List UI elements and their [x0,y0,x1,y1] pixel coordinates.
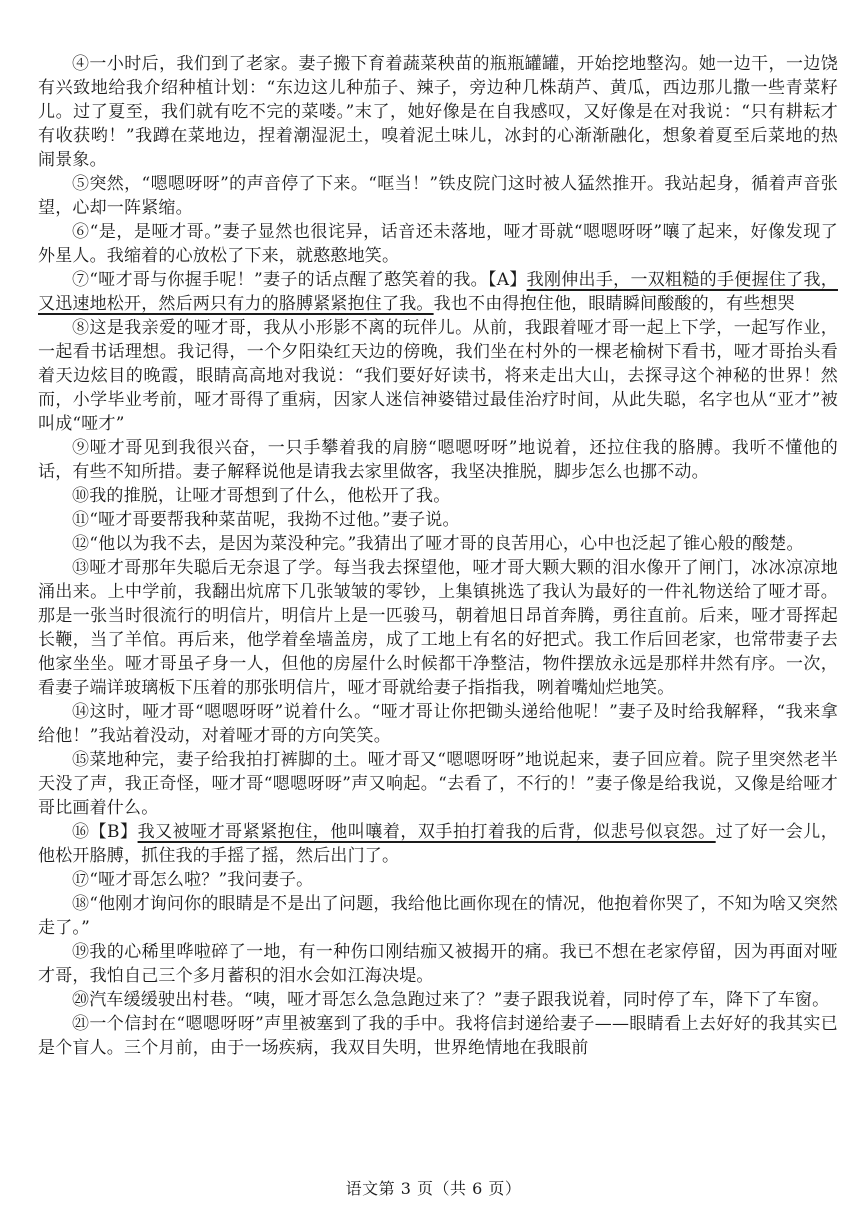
paragraph-p11 [38,508,838,532]
paragraph-p9 [38,436,838,484]
paragraph-text: 我也不由得抱住他，眼睛瞬间酸酸的，有些想哭 [433,294,795,314]
paragraph-text: ⑭这时，哑才哥“嗯嗯呀呀”说着什么。“哑才哥让你把锄头递给他呢！”妻子及时给我解释，“我来拿给他！”我站着没动，对着哑才哥的方向笑笑。 [38,702,838,746]
paragraph-text: ㉑一个信封在“嗯嗯呀呀”声里被塞到了我的手中。我将信封递给妻子——眼睛看上去好好的我其实已是个盲人。三个月前，由于一场疾病，我双目失明，世界绝情地在我眼前 [38,1014,838,1058]
page-footer: 语文第 3 页（共 6 页） [345,1179,522,1198]
paragraph-text: ⑤突然，“嗯嗯呀呀”的声音停了下来。“哐当！”铁皮院门这时被人猛然推开。我站起身，循着声音张望，心却一阵紧缩。 [38,174,838,218]
paragraph-text: ⑨哑才哥见到我很兴奋，一只手攀着我的肩膀“嗯嗯呀呀”地说着，还拉住我的胳膊。我听不懂他的话，有些不知所措。妻子解释说他是请我去家里做客，我坚决推脱，脚步怎么也挪不动。 [38,438,838,482]
paragraph-text: ⑳汽车缓缓驶出村巷。“咦，哑才哥怎么急急跑过来了？”妻子跟我说着，同时停了车，降下了车窗。 [72,990,830,1010]
paragraph-text: ⑯【B】 [72,822,138,842]
underlined-sentence: 我又被哑才哥紧紧抱住，他叫嚷着，双手拍打着我的后背，似悲号似哀怨。 [137,822,716,842]
paragraph-p8 [38,316,838,436]
paragraph-p5 [38,172,838,220]
paragraph-p17 [38,868,838,892]
paragraph-p14 [38,700,838,748]
paragraph-p15 [38,748,838,820]
paragraph-text: ⑲我的心稀里哗啦碎了一地，有一种伤口刚结痂又被揭开的痛。我已不想在老家停留，因为再面对哑才哥，我怕自己三个多月蓄积的泪水会如江海决堤。 [38,942,838,986]
paragraph-text: ⑥“是，是哑才哥。”妻子显然也很诧异，话音还未落地，哑才哥就“嗯嗯呀呀”嚷了起来，好像发现了外星人。我缩着的心放松了下来，就憨憨地笑。 [38,222,838,266]
paragraph-p13 [38,556,838,700]
article-body [38,52,838,1060]
paragraph-p12 [38,532,838,556]
paragraph-p18 [38,892,838,940]
paragraph-p21 [38,1012,838,1060]
paragraph-text: ⑦“哑才哥与你握手呢！”妻子的话点醒了憨笑着的我。【A】 [72,270,527,290]
paragraph-text: ⑩我的推脱，让哑才哥想到了什么，他松开了我。 [72,486,451,506]
paragraph-p16 [38,820,838,868]
paragraph-text: ⑰“哑才哥怎么啦？”我问妻子。 [72,870,314,890]
paragraph-text: ⑪“哑才哥要帮我种菜苗呢，我拗不过他。”妻子说。 [72,510,460,530]
paragraph-p10 [38,484,838,508]
paragraph-text: ⑧这是我亲爱的哑才哥，我从小形影不离的玩伴儿。从前，我跟着哑才哥一起上下学，一起写作业，一起看书话理想。我记得，一个夕阳染红天边的傍晚，我们坐在村外的一棵老榆树下看书，哑才哥抬头看着天边炫目的晚霞，眼睛高高地对我说：“我们要好好读书，将来走出大山，去探寻这个神秘的世界！然而，小学毕业考前，哑才哥得了重病，因家人迷信神婆错过最佳治疗时间，从此失聪，名字也从“亚才”被叫成“哑才” [38,318,838,434]
paragraph-p20 [38,988,838,1012]
paragraph-text: 过了好一会儿，他松开胳膊，抓住我的手摇了摇，然后出门了。 [38,822,838,866]
paragraph-p4 [38,52,838,172]
underlined-sentence: 我刚伸出手，一双粗糙的手便握住了我，又迅速地松开，然后两只有力的胳膊紧紧抱住了我。 [38,270,838,314]
paragraph-p19 [38,940,838,988]
paragraph-p7 [38,268,838,316]
paragraph-text: ⑫“他以为我不去，是因为菜没种完。”我猜出了哑才哥的良苦用心，心中也泛起了锥心般的酸楚。 [72,534,804,554]
paragraph-text: ④一小时后，我们到了老家。妻子搬下育着蔬菜秧苗的瓶瓶罐罐，开始挖地整沟。她一边干，一边饶有兴致地给我介绍种植计划：“东边这儿种茄子、辣子，旁边种几株葫芦、黄瓜，西边那儿撒一些青菜籽儿。过了夏至，我们就有吃不完的菜喽。”末了，她好像是在自我感叹，又好像是在对我说：“只有耕耘才有收获哟！”我蹲在菜地边，捏着潮湿泥土，嗅着泥土味儿，冰封的心渐渐融化，想象着夏至后菜地的热闹景象。 [38,54,838,170]
paragraph-text: ⑬哑才哥那年失聪后无奈退了学。每当我去探望他，哑才哥大颗大颗的泪水像开了闸门，冰冰凉凉地涌出来。上中学前，我翻出炕席下几张皱皱的零钞，上集镇挑选了我认为最好的一件礼物送给了哑才哥。那是一张当时很流行的明信片，明信片上是一匹骏马，朝着旭日昂首奔腾，勇往直前。后来，哑才哥挥起长鞭，当了羊倌。再后来，他学着垒墙盖房，成了工地上有名的好把式。我工作后回老家，也常带妻子去他家坐坐。哑才哥虽孑身一人，但他的房屋什么时候都干净整洁，物件摆放永远是那样井然有序。一次，看妻子端详玻璃板下压着的那张明信片，哑才哥就给妻子指指我，咧着嘴灿烂地笑。 [38,558,838,698]
paragraph-p6 [38,220,838,268]
paragraph-text: ⑮菜地种完，妻子给我拍打裤脚的土。哑才哥又“嗯嗯呀呀”地说起来，妻子回应着。院子里突然老半天没了声，我正奇怪，哑才哥“嗯嗯呀呀”声又响起。“去看了，不行的！”妻子像是给我说，又像是给哑才哥比画着什么。 [38,750,838,818]
paragraph-text: ⑱“他刚才询问你的眼睛是不是出了问题，我给他比画你现在的情况，他抱着你哭了，不知为啥又突然走了。” [38,894,838,938]
